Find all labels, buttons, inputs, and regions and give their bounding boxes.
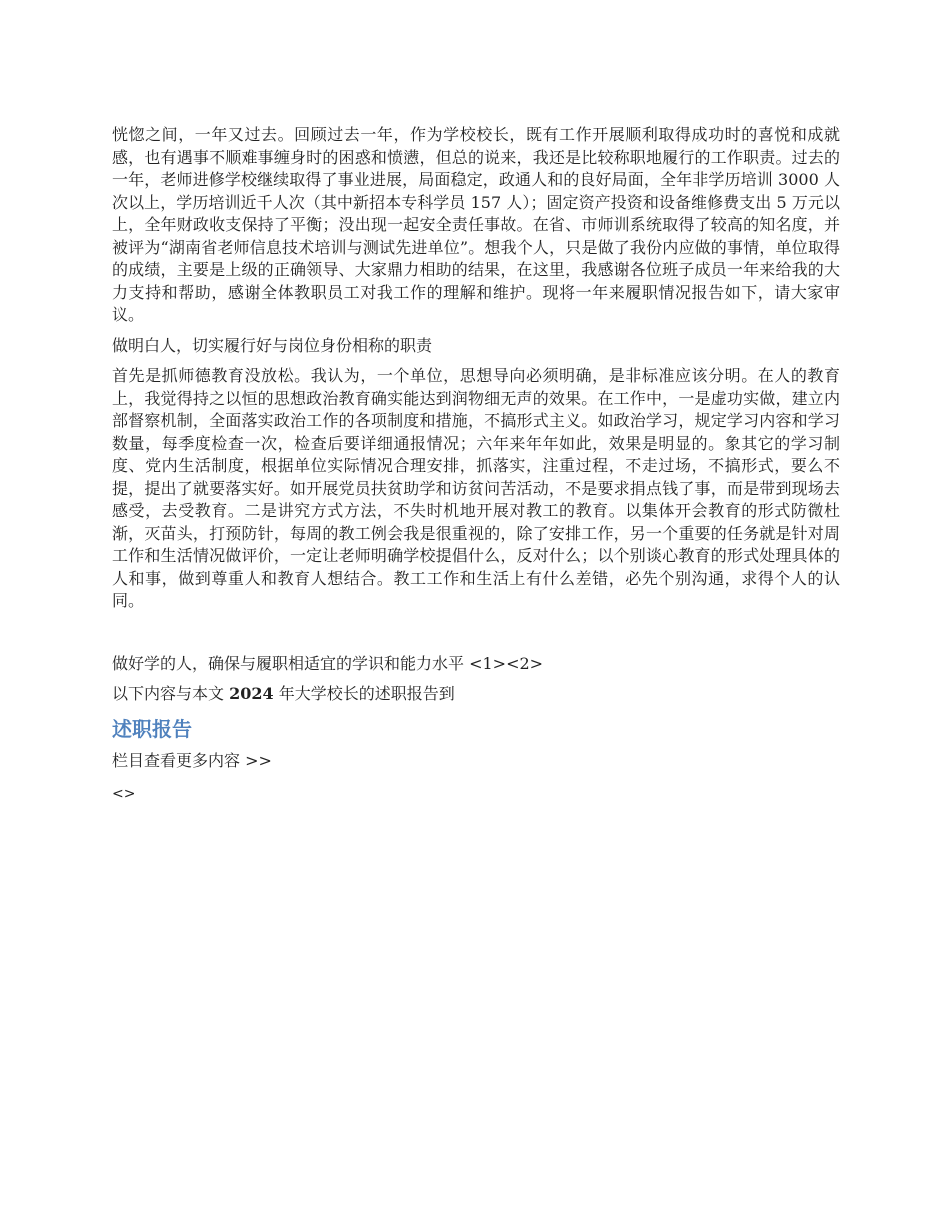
intro-paragraph: 恍惚之间，一年又过去。回顾过去一年，作为学校校长，既有工作开展顺利取得成功时的喜悦和成就感，也有遇事不顺难事缠身时的困惑和愤懑，但总的说来，我还是比较称职地履行的工作职责。过去的一年，老师进修学校继续取得了事业进展，局面稳定，政通人和的良好局面，全年非学历培训 3000 人次以上，学历培训近千人次（其中新招本专科学员 157 人）；固定资产投资和设备维修费支出 5 万元以上，全年财政收支保持了平衡；没出现一起安全责任事故。在省、市师训系统取得了较高的知名度，并被评为“湖南省老师信息技术培训与测试先进单位”。想我个人，只是做了我份内应做的事情，单位取得的成绩，主要是上级的正确领导、大家鼎力相助的结果，在这里，我感谢各位班子成员一年来给我的大力支持和帮助，感谢全体教职员工对我工作的理解和维护。现将一年来履职情况报告如下，请大家审议。 — [112, 125, 840, 324]
section-heading-1: 做明白人，切实履行好与岗位身份相称的职责 — [112, 335, 433, 355]
related-prefix: 以下内容与本文 — [112, 684, 230, 703]
report-heading: 述职报告 — [112, 716, 192, 741]
section-heading-2: 做好学的人，确保与履职相适宜的学识和能力水平 <1><2> — [112, 653, 544, 673]
related-line — [112, 683, 840, 706]
body-paragraph-1: 首先是抓师德教育没放松。我认为，一个单位，思想导向必须明确，是非标准应该分明。在人的教育上，我觉得持之以恒的思想政治教育确实能达到润物细无声的效果。在工作中，一是虚功实做，建立内部督察机制，全面落实政治工作的各项制度和措施，不搞形式主义。如政治学习，规定学习内容和学习数量，每季度检查一次，检查后要详细通报情况；六年来年年如此，效果是明显的。象其它的学习制度、党内生活制度，根据单位实际情况合理安排，抓落实，注重过程，不走过场，不搞形式，要么不提，提出了就要落实好。如开展党员扶贫助学和访贫问苦活动，不是要求捐点钱了事，而是带到现场去感受，去受教育。二是讲究方式方法，不失时机地开展对教工的教育。以集体开会教育的形式防微杜渐，灭苗头，打预防针，每周的教工例会我是很重视的，除了安排工作，另一个重要的任务就是针对周工作和生活情况做评价，一定让老师明确学校提倡什么，反对什么；以个别谈心教育的形式处理具体的人和事，做到尊重人和教育人想结合。教工工作和生活上有什么差错，必先个别沟通，求得个人的认同。 — [112, 366, 840, 610]
related-suffix: 年大学校长的述职报告到 — [273, 684, 455, 703]
document-body — [112, 124, 840, 804]
trailing-text: <> — [112, 786, 136, 802]
related-year: 2024 — [229, 684, 274, 703]
more-content-link[interactable]: 栏目查看更多内容 >> — [112, 750, 272, 770]
